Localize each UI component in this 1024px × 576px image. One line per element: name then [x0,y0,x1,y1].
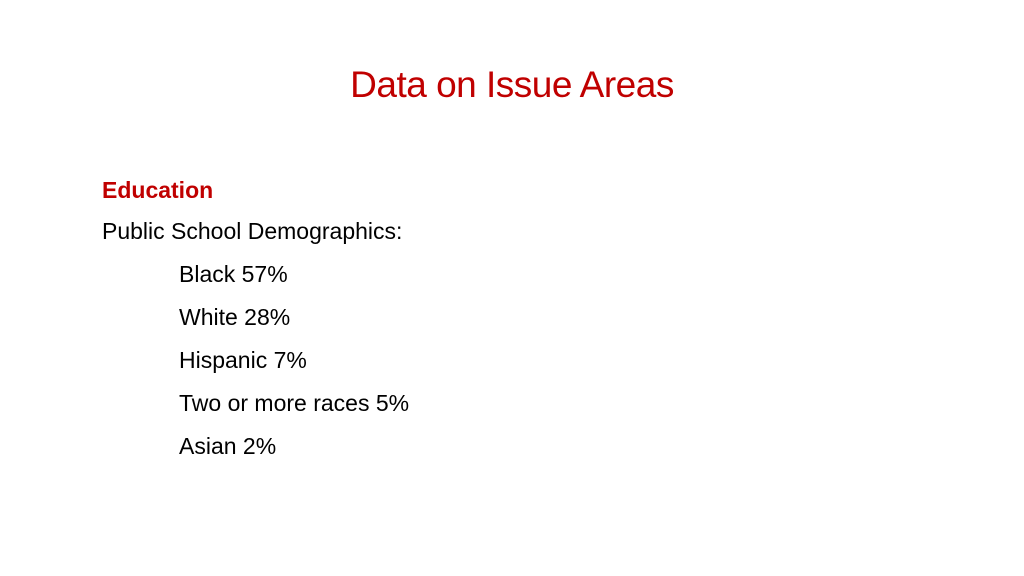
slide-title: Data on Issue Areas [350,64,674,105]
list-item: Asian 2% [179,433,277,459]
list-item: Black 57% [179,261,288,287]
list-item: Two or more races 5% [179,390,410,416]
demographics-list [102,253,802,468]
section-heading: Education [102,177,214,203]
slide-body [102,170,802,468]
list-item: Hispanic 7% [179,347,307,373]
list-item: White 28% [179,304,291,330]
subheading: Public School Demographics: [102,218,403,244]
